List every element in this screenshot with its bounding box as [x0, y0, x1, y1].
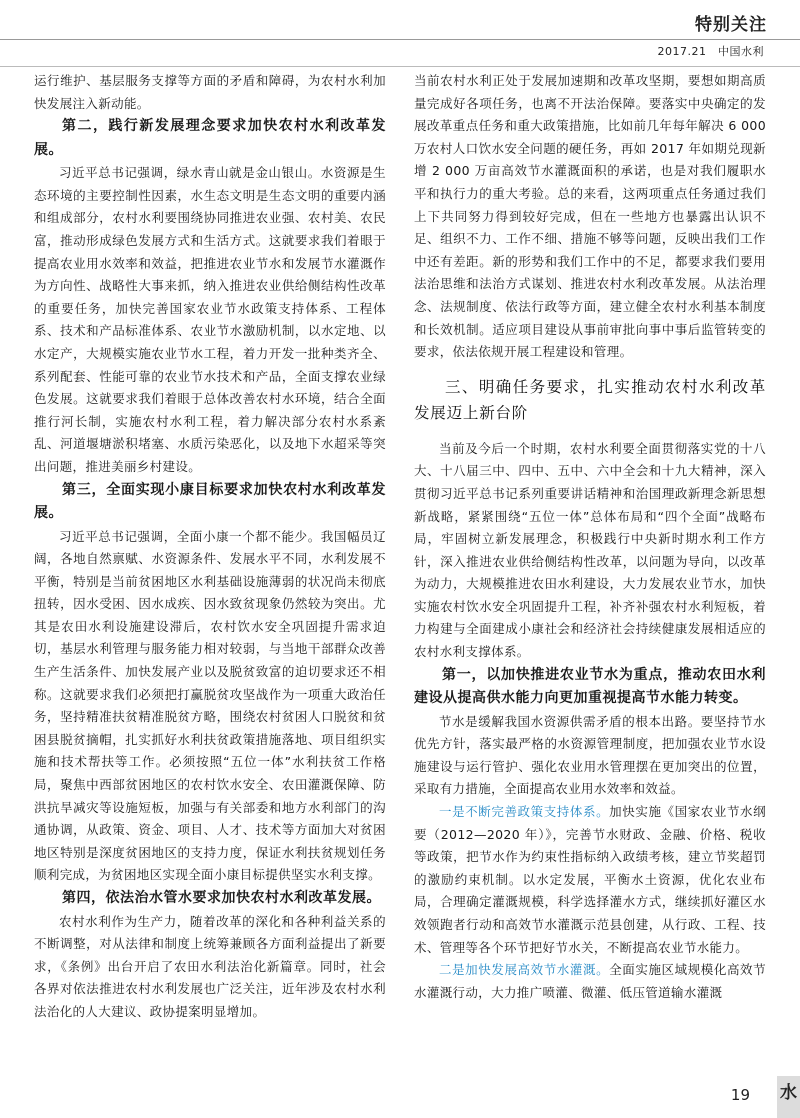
- header-rule: [0, 66, 800, 67]
- paragraph-ecology: 习近平总书记强调，绿水青山就是金山银山。水资源是生态环境的主要控制性因素，水生态文明是生态文明的重要内涵和组成部分，农村水利要围绕协同推进农业强、农村美、农民富，推动形成绿色发展方式和生活方式。这就要求我们着眼于提高农业用水效率和效益，把推进农业节水和发展节水灌溉作为方向性、战略性大事来抓，纳入推进农业供给侧结构性改革的重要任务，加快完善国家农业节水政策支持体系、工程体系、技术和产品标准体系、农业节水激励机制，以水定地、以水定产，大规模实施农业节水工程，着力开发一批种类齐全、系列配套、性能可靠的农业节水技术和产品，全面支撑农业绿色发展。这就要求我们着眼于总体改善农村水环境，结合全面推行河长制，实施农村水利工程，着力解决部分农村水系紊乱、河道堰塘淤积堵塞、水质污染恶化，以及地下水超采等突出问题，推进美丽乡村建设。: [34, 165, 386, 474]
- paragraph-law: 农村水利作为生产力，随着改革的深化和各种利益关系的不断调整，对从法律和制度上统筹兼顾各方面利益提出了新要求，《条例》出台开启了农田水利法治化新篇章。同时，社会各界对依法推进农村水利发展也广泛关注，近年涉及农村水利法治化的人大建议、政协提案明显增加。: [34, 913, 386, 1019]
- paragraph-water-saving: 节水是缓解我国水资源供需矛盾的根本出路。要坚持节水优先方针，落实最严格的水资源管理制度，把加强农业节水设施建设与运行管护、强化农业用水管理摆在更加突出的位置，采取有力措施，全面提高农业用水效率和效益。: [414, 713, 766, 797]
- text-policy-support: 加快实施《国家农业节水纲要（2012—2020 年）》，完善节水财政、金融、价格、税收等政策，把节水作为约束性指标纳入政绩考核，建立节奖超罚的激励约束机制。以水定发展，平衡水土资源，优化农业布局，合理确定灌溉规模，科学选择灌水方式，继续抓好灌区水效领跑者行动和高效节水灌溉示范县创建，从行政、工程、技术、管理等各个环节把好节水关，不断提高农业节水能力。: [414, 804, 766, 955]
- subheading-second: 第二，践行新发展理念要求加快农村水利改革发展。: [34, 118, 386, 158]
- paragraph-continued: 运行维护、基层服务支撑等方面的矛盾和障碍，为农村水利加快发展注入新动能。: [34, 73, 386, 111]
- left-column: [34, 70, 386, 1023]
- paragraph-efficient-irrigation: [414, 959, 766, 1004]
- section-heading-three: 三、明确任务要求，扎实推动农村水利改革发展迈上新台阶: [414, 377, 766, 422]
- paragraph-law-continued: 当前农村水利正处于发展加速期和改革攻坚期，要想如期高质量完成好各项任务，也离不开法治保障。要落实中央确定的发展改革重点任务和重大政策措施，比如前几年每年解决 6 000 万农村人口饮水安全问题的硬任务，再如 2017 年如期兑现新增 2 000 万亩高效节水灌溉面积的承诺，也是对我们履职水平和执行力的重大考验。总的来看，这两项重点任务通过我们上下共同努力得到较好完成，但在一些地方也暴露出认识不足、组织不力、工作不细、措施不够等问题，反映出我们工作中还有差距。新的形势和我们工作中的不足，都要求我们要用法治思维和法治方式谋划、推进农村水利改革发展。从法治理念、法规制度、依法行政等方面，建立健全农村水利基本制度和长效机制。适应项目建设从事前审批向事中事后监管转变的要求，依法依规开展工程建设和管理。: [414, 73, 766, 360]
- paragraph-poverty: 习近平总书记强调，全面小康一个都不能少。我国幅员辽阔，各地自然禀赋、水资源条件、发展水平不同，水利发展不平衡，特别是当前贫困地区水利基础设施薄弱的状况尚未彻底扭转，因水受困、因水成疾、因水致贫现象仍然较为突出。尤其是农田水利设施建设滞后，农村饮水安全巩固提升需求迫切，基层水利管理与服务能力相对较弱，与当地干部群众改善生产生活条件、加快发展产业以及脱贫致富的迫切要求还不相称。这就要求我们必须把打赢脱贫攻坚战作为一项重大政治任务，坚持精准扶贫精准脱贫方略，围绕农村贫困人口脱贫和贫困县脱贫摘帽，扎实抓好水利扶贫政策措施落地、项目组织实施和技术帮扶等工作。必须按照“五位一体”水利扶贫工作格局，聚焦中西部贫困地区的农村饮水安全、农田灌溉保障、防洪抗旱减灾等设施短板，加强与有关部委和地方水利部门的沟通协调，从政策、资金、项目、人才、技术等方面加大对贫困地区特别是深度贫困地区的支持力度，保证水利扶贫规划任务顺利完成，为贫困地区实现全面小康目标提供坚实水利支撑。: [34, 528, 386, 883]
- section-title: 特别关注: [695, 15, 767, 35]
- header-divider: [0, 39, 800, 40]
- text-efficient-irrigation: 全面实施区域规模化高效节水灌溉行动，大力推广喷灌、微灌、低压管道输水灌溉: [414, 962, 766, 1000]
- subheading-fourth: 第四，依法治水管水要求加快农村水利改革发展。: [62, 890, 381, 906]
- lead-efficient-irrigation: 二是加快发展高效节水灌溉。: [439, 962, 610, 978]
- issue-label: 2017.21 中国水利: [657, 45, 764, 58]
- water-section-tab: 水: [777, 1076, 800, 1118]
- paragraph-policy-support: [414, 801, 766, 959]
- subheading-third: 第三，全面实现小康目标要求加快农村水利改革发展。: [34, 481, 386, 521]
- subheading-first: 第一，以加快推进农业节水为重点，推动农田水利建设从提高供水能力向更加重视提高节水能力转变。: [414, 666, 766, 707]
- paragraph-overall: 当前及今后一个时期，农村水利要全面贯彻落实党的十八大、十八届三中、四中、五中、六中全会和十九大精神，深入贯彻习近平总书记系列重要讲话精神和治国理政新理念新思想新战略，紧紧围绕“五位一体”总体布局和“四个全面”战略布局，牢固树立新发展理念，积极践行中央新时期水利工作方针，深入推进农业供给侧结构性改革，以问题为导向，以改革为动力，大规模推进农田水利建设，大力发展农业节水，加快实施农村饮水安全巩固提升工程，补齐补强农村水利短板，着力构建与全面建成小康社会和经济社会持续健康发展相适应的农村水利支撑体系。: [414, 440, 766, 660]
- page-number: 19: [730, 1086, 750, 1104]
- right-column: [414, 70, 766, 1004]
- lead-policy-support: 一是不断完善政策支持体系。: [439, 804, 610, 820]
